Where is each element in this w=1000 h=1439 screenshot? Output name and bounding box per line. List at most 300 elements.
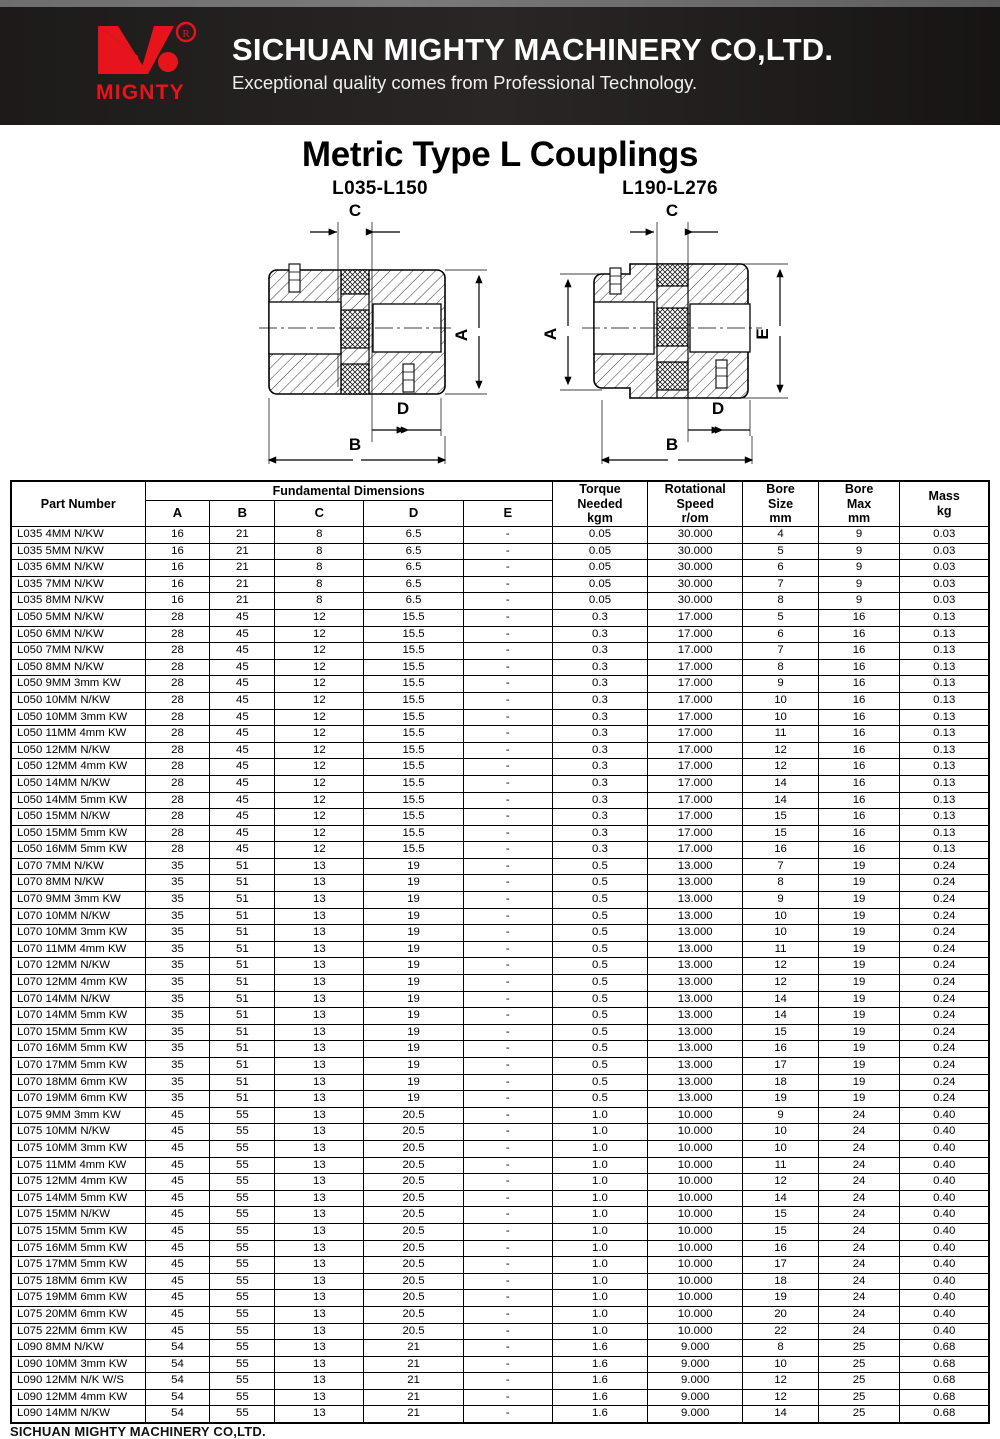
cell-mass: 0.24 <box>900 975 989 992</box>
cell-dim-e: - <box>463 742 552 759</box>
table-row <box>11 1406 989 1423</box>
cell-rotational-speed: 17.000 <box>648 676 743 693</box>
cell-dim-d: 15.5 <box>364 709 463 726</box>
cell-part-number: L070 15MM 5mm KW <box>11 1024 145 1041</box>
table-row <box>11 626 989 643</box>
company-tagline: Exceptional quality comes from Professional Technology. <box>232 72 698 94</box>
cell-mass: 0.40 <box>900 1323 989 1340</box>
table-row <box>11 1174 989 1191</box>
cell-dim-c: 12 <box>275 742 364 759</box>
cell-dim-b: 55 <box>210 1290 275 1307</box>
cell-dim-b: 55 <box>210 1273 275 1290</box>
cell-torque-needed: 1.0 <box>552 1223 647 1240</box>
cell-dim-d: 20.5 <box>364 1124 463 1141</box>
cell-part-number: L075 19MM 6mm KW <box>11 1290 145 1307</box>
cell-rotational-speed: 10.000 <box>648 1306 743 1323</box>
cell-dim-a: 28 <box>145 676 210 693</box>
cell-dim-a: 28 <box>145 692 210 709</box>
cell-part-number: L035 7MM N/KW <box>11 576 145 593</box>
cell-dim-e: - <box>463 825 552 842</box>
cell-part-number: L075 12MM 4mm KW <box>11 1174 145 1191</box>
cell-bore-max: 16 <box>818 692 900 709</box>
cell-mass: 0.40 <box>900 1240 989 1257</box>
table-row <box>11 775 989 792</box>
cell-bore-size: 19 <box>743 1290 818 1307</box>
cell-mass: 0.68 <box>900 1356 989 1373</box>
cell-dim-e: - <box>463 609 552 626</box>
cell-mass: 0.24 <box>900 1058 989 1075</box>
cell-dim-c: 13 <box>275 1306 364 1323</box>
cell-mass: 0.13 <box>900 643 989 660</box>
top-gradient-strip <box>0 0 1000 7</box>
cell-dim-a: 16 <box>145 560 210 577</box>
cell-rotational-speed: 13.000 <box>648 925 743 942</box>
cell-torque-needed: 0.3 <box>552 809 647 826</box>
cell-bore-max: 9 <box>818 527 900 544</box>
cell-mass: 0.40 <box>900 1157 989 1174</box>
cell-torque-needed: 1.6 <box>552 1340 647 1357</box>
cell-dim-d: 6.5 <box>364 560 463 577</box>
cell-mass: 0.13 <box>900 726 989 743</box>
cell-dim-c: 13 <box>275 1157 364 1174</box>
table-row <box>11 1107 989 1124</box>
cell-dim-b: 55 <box>210 1174 275 1191</box>
cell-dim-d: 20.5 <box>364 1290 463 1307</box>
cell-dim-d: 19 <box>364 858 463 875</box>
cell-dim-b: 21 <box>210 543 275 560</box>
cell-bore-max: 25 <box>818 1406 900 1423</box>
cell-mass: 0.24 <box>900 1074 989 1091</box>
cell-bore-size: 8 <box>743 593 818 610</box>
cell-bore-max: 25 <box>818 1389 900 1406</box>
cell-dim-e: - <box>463 576 552 593</box>
cell-dim-c: 13 <box>275 1074 364 1091</box>
table-row <box>11 576 989 593</box>
cell-bore-size: 14 <box>743 1406 818 1423</box>
table-row <box>11 1223 989 1240</box>
cell-dim-e: - <box>463 643 552 660</box>
header-torque-needed <box>552 481 647 527</box>
cell-torque-needed: 1.0 <box>552 1290 647 1307</box>
cell-dim-a: 16 <box>145 593 210 610</box>
cell-dim-e: - <box>463 1389 552 1406</box>
cell-dim-a: 35 <box>145 958 210 975</box>
cell-rotational-speed: 9.000 <box>648 1356 743 1373</box>
cell-dim-a: 45 <box>145 1124 210 1141</box>
cell-dim-a: 45 <box>145 1157 210 1174</box>
cell-dim-b: 45 <box>210 792 275 809</box>
cell-torque-needed: 0.3 <box>552 775 647 792</box>
cell-dim-c: 13 <box>275 1207 364 1224</box>
cell-rotational-speed: 17.000 <box>648 609 743 626</box>
cell-rotational-speed: 30.000 <box>648 527 743 544</box>
cell-part-number: L070 14MM N/KW <box>11 991 145 1008</box>
cell-dim-b: 55 <box>210 1356 275 1373</box>
cell-dim-b: 51 <box>210 1074 275 1091</box>
cell-dim-e: - <box>463 1223 552 1240</box>
cell-dim-c: 12 <box>275 726 364 743</box>
cell-bore-max: 16 <box>818 643 900 660</box>
svg-text:C: C <box>665 201 679 220</box>
cell-bore-max: 16 <box>818 759 900 776</box>
cell-rotational-speed: 10.000 <box>648 1107 743 1124</box>
table-row <box>11 709 989 726</box>
cell-rotational-speed: 10.000 <box>648 1190 743 1207</box>
cell-part-number: L090 8MM N/KW <box>11 1340 145 1357</box>
cell-torque-needed: 1.0 <box>552 1207 647 1224</box>
cell-mass: 0.13 <box>900 792 989 809</box>
cell-dim-a: 28 <box>145 759 210 776</box>
cell-dim-b: 55 <box>210 1124 275 1141</box>
cell-rotational-speed: 13.000 <box>648 941 743 958</box>
cell-part-number: L050 14MM N/KW <box>11 775 145 792</box>
cell-dim-c: 12 <box>275 609 364 626</box>
cell-dim-c: 13 <box>275 1340 364 1357</box>
cell-bore-max: 24 <box>818 1257 900 1274</box>
cell-torque-needed: 0.5 <box>552 1008 647 1025</box>
cell-rotational-speed: 10.000 <box>648 1323 743 1340</box>
cell-dim-c: 13 <box>275 1406 364 1423</box>
cell-torque-needed: 0.5 <box>552 908 647 925</box>
cell-dim-e: - <box>463 709 552 726</box>
cell-part-number: L075 9MM 3mm KW <box>11 1107 145 1124</box>
header-dim-a: A <box>145 501 210 527</box>
cell-torque-needed: 1.0 <box>552 1240 647 1257</box>
cell-dim-e: - <box>463 991 552 1008</box>
cell-bore-size: 15 <box>743 1223 818 1240</box>
cell-bore-size: 12 <box>743 742 818 759</box>
cell-dim-d: 15.5 <box>364 809 463 826</box>
logo-wordmark: MIGNTY <box>96 81 185 104</box>
cell-dim-e: - <box>463 1323 552 1340</box>
cell-dim-e: - <box>463 1257 552 1274</box>
cell-bore-max: 19 <box>818 1008 900 1025</box>
cell-dim-e: - <box>463 1190 552 1207</box>
cell-dim-d: 20.5 <box>364 1223 463 1240</box>
cell-dim-e: - <box>463 1356 552 1373</box>
cell-mass: 0.13 <box>900 609 989 626</box>
table-row <box>11 941 989 958</box>
cell-torque-needed: 0.3 <box>552 676 647 693</box>
cell-dim-c: 13 <box>275 1257 364 1274</box>
cell-dim-d: 19 <box>364 1008 463 1025</box>
cell-bore-size: 12 <box>743 759 818 776</box>
cell-dim-c: 12 <box>275 709 364 726</box>
cell-part-number: L075 17MM 5mm KW <box>11 1257 145 1274</box>
cell-torque-needed: 0.5 <box>552 875 647 892</box>
cell-dim-a: 28 <box>145 659 210 676</box>
cell-dim-b: 21 <box>210 560 275 577</box>
cell-dim-b: 45 <box>210 709 275 726</box>
cell-mass: 0.13 <box>900 775 989 792</box>
cell-rotational-speed: 10.000 <box>648 1140 743 1157</box>
cell-dim-b: 55 <box>210 1240 275 1257</box>
cell-mass: 0.24 <box>900 925 989 942</box>
table-row <box>11 1389 989 1406</box>
cell-dim-d: 20.5 <box>364 1174 463 1191</box>
cell-bore-size: 20 <box>743 1306 818 1323</box>
header-bore-max-line1: Bore <box>844 481 874 496</box>
cell-rotational-speed: 13.000 <box>648 1058 743 1075</box>
cell-dim-d: 19 <box>364 892 463 909</box>
table-row <box>11 1024 989 1041</box>
cell-part-number: L050 15MM 5mm KW <box>11 825 145 842</box>
cell-mass: 0.13 <box>900 709 989 726</box>
cell-mass: 0.13 <box>900 759 989 776</box>
cell-dim-b: 55 <box>210 1257 275 1274</box>
cell-mass: 0.13 <box>900 659 989 676</box>
cell-mass: 0.24 <box>900 1008 989 1025</box>
cell-part-number: L070 10MM 3mm KW <box>11 925 145 942</box>
cell-dim-a: 45 <box>145 1290 210 1307</box>
cell-bore-size: 17 <box>743 1257 818 1274</box>
cell-dim-b: 51 <box>210 858 275 875</box>
cell-bore-max: 9 <box>818 593 900 610</box>
table-row <box>11 809 989 826</box>
svg-text:A: A <box>541 327 560 340</box>
table-row <box>11 560 989 577</box>
cell-dim-a: 45 <box>145 1240 210 1257</box>
cell-dim-d: 6.5 <box>364 593 463 610</box>
table-row <box>11 1157 989 1174</box>
cell-bore-max: 24 <box>818 1124 900 1141</box>
cell-dim-e: - <box>463 692 552 709</box>
cell-bore-max: 24 <box>818 1323 900 1340</box>
header-torque-line1: Torque <box>579 481 621 496</box>
cell-dim-d: 21 <box>364 1406 463 1423</box>
cell-torque-needed: 1.0 <box>552 1157 647 1174</box>
cell-torque-needed: 0.5 <box>552 925 647 942</box>
cell-mass: 0.68 <box>900 1406 989 1423</box>
cell-dim-b: 51 <box>210 1041 275 1058</box>
cell-dim-a: 28 <box>145 742 210 759</box>
cell-part-number: L070 11MM 4mm KW <box>11 941 145 958</box>
cell-part-number: L075 10MM 3mm KW <box>11 1140 145 1157</box>
cell-dim-d: 19 <box>364 1024 463 1041</box>
cell-rotational-speed: 10.000 <box>648 1257 743 1274</box>
cell-dim-c: 13 <box>275 1273 364 1290</box>
cell-rotational-speed: 17.000 <box>648 825 743 842</box>
cell-dim-a: 35 <box>145 1091 210 1108</box>
cell-rotational-speed: 13.000 <box>648 908 743 925</box>
cell-bore-size: 12 <box>743 975 818 992</box>
cell-dim-e: - <box>463 1124 552 1141</box>
cell-dim-b: 45 <box>210 626 275 643</box>
header-speed-line2: Speed <box>676 496 714 511</box>
cell-mass: 0.24 <box>900 892 989 909</box>
cell-dim-d: 20.5 <box>364 1323 463 1340</box>
cell-dim-d: 19 <box>364 1058 463 1075</box>
cell-dim-e: - <box>463 527 552 544</box>
table-row <box>11 908 989 925</box>
cell-bore-size: 15 <box>743 809 818 826</box>
cell-torque-needed: 0.3 <box>552 659 647 676</box>
header-speed-line3: r/om <box>681 511 709 526</box>
cell-dim-d: 20.5 <box>364 1240 463 1257</box>
cell-dim-d: 21 <box>364 1340 463 1357</box>
cell-torque-needed: 0.3 <box>552 626 647 643</box>
cell-dim-e: - <box>463 1107 552 1124</box>
table-row <box>11 593 989 610</box>
cell-bore-size: 7 <box>743 858 818 875</box>
cell-bore-max: 19 <box>818 1074 900 1091</box>
cell-bore-size: 22 <box>743 1323 818 1340</box>
cell-dim-b: 51 <box>210 1024 275 1041</box>
cell-dim-e: - <box>463 726 552 743</box>
table-row <box>11 1207 989 1224</box>
table-row <box>11 925 989 942</box>
cell-bore-size: 11 <box>743 726 818 743</box>
cell-dim-d: 15.5 <box>364 626 463 643</box>
cell-bore-max: 19 <box>818 1058 900 1075</box>
cell-dim-c: 13 <box>275 1140 364 1157</box>
cell-mass: 0.40 <box>900 1207 989 1224</box>
table-row <box>11 742 989 759</box>
cell-dim-c: 13 <box>275 991 364 1008</box>
cell-torque-needed: 1.6 <box>552 1356 647 1373</box>
cell-dim-e: - <box>463 1207 552 1224</box>
cell-mass: 0.24 <box>900 991 989 1008</box>
cell-dim-e: - <box>463 792 552 809</box>
cell-bore-size: 14 <box>743 792 818 809</box>
header-dim-c: C <box>275 501 364 527</box>
cell-mass: 0.24 <box>900 941 989 958</box>
cell-torque-needed: 0.5 <box>552 975 647 992</box>
cell-rotational-speed: 10.000 <box>648 1223 743 1240</box>
cell-rotational-speed: 9.000 <box>648 1406 743 1423</box>
cell-mass: 0.03 <box>900 527 989 544</box>
cell-rotational-speed: 17.000 <box>648 809 743 826</box>
cell-dim-d: 15.5 <box>364 792 463 809</box>
cell-dim-b: 51 <box>210 875 275 892</box>
cell-dim-d: 19 <box>364 1091 463 1108</box>
table-row <box>11 609 989 626</box>
cell-bore-max: 16 <box>818 659 900 676</box>
cell-dim-d: 15.5 <box>364 726 463 743</box>
cell-dim-e: - <box>463 543 552 560</box>
cell-dim-a: 35 <box>145 908 210 925</box>
cell-torque-needed: 0.3 <box>552 742 647 759</box>
cell-part-number: L050 15MM N/KW <box>11 809 145 826</box>
cell-dim-c: 12 <box>275 809 364 826</box>
cell-dim-e: - <box>463 958 552 975</box>
cell-bore-size: 15 <box>743 1024 818 1041</box>
cell-dim-d: 15.5 <box>364 676 463 693</box>
cell-rotational-speed: 13.000 <box>648 875 743 892</box>
table-row <box>11 1190 989 1207</box>
cell-bore-size: 7 <box>743 643 818 660</box>
cell-dim-c: 12 <box>275 842 364 859</box>
cell-bore-max: 19 <box>818 941 900 958</box>
cell-mass: 0.40 <box>900 1124 989 1141</box>
cell-mass: 0.03 <box>900 560 989 577</box>
cell-dim-b: 45 <box>210 726 275 743</box>
cell-torque-needed: 0.05 <box>552 576 647 593</box>
cell-bore-max: 19 <box>818 1024 900 1041</box>
cell-bore-max: 16 <box>818 825 900 842</box>
cell-torque-needed: 0.3 <box>552 842 647 859</box>
cell-bore-max: 24 <box>818 1107 900 1124</box>
cell-bore-size: 10 <box>743 709 818 726</box>
table-row <box>11 1058 989 1075</box>
cell-part-number: L035 4MM N/KW <box>11 527 145 544</box>
cell-bore-max: 19 <box>818 858 900 875</box>
cell-torque-needed: 0.5 <box>552 1091 647 1108</box>
cell-rotational-speed: 13.000 <box>648 1091 743 1108</box>
cell-dim-e: - <box>463 593 552 610</box>
table-row <box>11 1091 989 1108</box>
cell-dim-b: 55 <box>210 1157 275 1174</box>
cell-mass: 0.24 <box>900 958 989 975</box>
table-row <box>11 1356 989 1373</box>
cell-part-number: L050 14MM 5mm KW <box>11 792 145 809</box>
cell-bore-max: 19 <box>818 908 900 925</box>
cell-dim-d: 6.5 <box>364 576 463 593</box>
cell-torque-needed: 0.5 <box>552 1074 647 1091</box>
cell-part-number: L075 10MM N/KW <box>11 1124 145 1141</box>
cell-dim-b: 55 <box>210 1190 275 1207</box>
cell-dim-d: 19 <box>364 991 463 1008</box>
cell-bore-size: 12 <box>743 1389 818 1406</box>
cell-torque-needed: 1.0 <box>552 1190 647 1207</box>
table-header <box>11 481 989 527</box>
cell-rotational-speed: 30.000 <box>648 543 743 560</box>
cell-torque-needed: 0.5 <box>552 1024 647 1041</box>
cell-part-number: L070 8MM N/KW <box>11 875 145 892</box>
table-body <box>11 527 989 1424</box>
cell-torque-needed: 1.6 <box>552 1406 647 1423</box>
cell-bore-max: 16 <box>818 775 900 792</box>
cell-dim-b: 51 <box>210 925 275 942</box>
company-logo <box>96 18 214 114</box>
cell-dim-c: 12 <box>275 676 364 693</box>
cell-dim-e: - <box>463 1140 552 1157</box>
table-row <box>11 1140 989 1157</box>
cell-mass: 0.13 <box>900 692 989 709</box>
cell-dim-e: - <box>463 676 552 693</box>
cell-part-number: L075 22MM 6mm KW <box>11 1323 145 1340</box>
cell-torque-needed: 1.0 <box>552 1257 647 1274</box>
cell-dim-b: 45 <box>210 643 275 660</box>
cell-mass: 0.24 <box>900 1024 989 1041</box>
cell-dim-a: 28 <box>145 825 210 842</box>
cell-dim-c: 13 <box>275 1373 364 1390</box>
cell-bore-size: 18 <box>743 1273 818 1290</box>
cell-dim-c: 13 <box>275 908 364 925</box>
cell-dim-a: 35 <box>145 991 210 1008</box>
cell-part-number: L050 12MM 4mm KW <box>11 759 145 776</box>
cell-dim-a: 16 <box>145 527 210 544</box>
cell-dim-e: - <box>463 925 552 942</box>
cell-part-number: L075 18MM 6mm KW <box>11 1273 145 1290</box>
table-row <box>11 1008 989 1025</box>
cell-rotational-speed: 17.000 <box>648 643 743 660</box>
cell-dim-b: 51 <box>210 941 275 958</box>
svg-text:R: R <box>182 28 190 40</box>
cell-dim-a: 35 <box>145 858 210 875</box>
cell-mass: 0.13 <box>900 742 989 759</box>
cell-dim-b: 55 <box>210 1107 275 1124</box>
cell-part-number: L050 10MM 3mm KW <box>11 709 145 726</box>
cell-mass: 0.68 <box>900 1340 989 1357</box>
table-row <box>11 759 989 776</box>
cell-dim-d: 15.5 <box>364 825 463 842</box>
cell-dim-d: 21 <box>364 1373 463 1390</box>
cell-bore-size: 16 <box>743 1240 818 1257</box>
cell-bore-size: 12 <box>743 1174 818 1191</box>
cell-rotational-speed: 10.000 <box>648 1157 743 1174</box>
cell-part-number: L070 17MM 5mm KW <box>11 1058 145 1075</box>
